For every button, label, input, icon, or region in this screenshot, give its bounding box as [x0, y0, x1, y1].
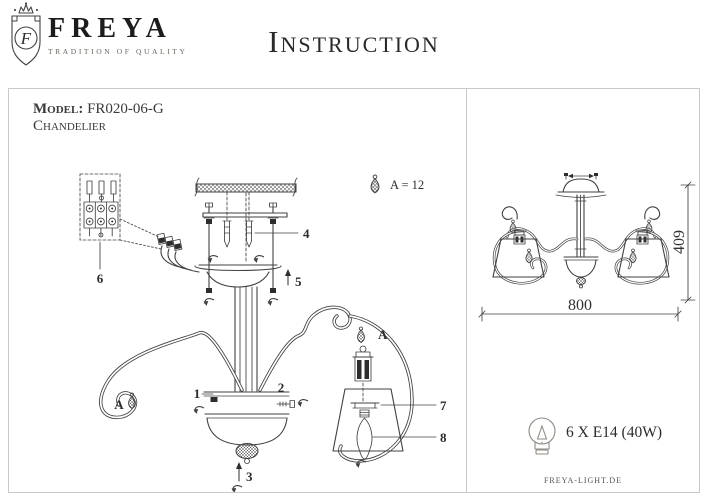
center-stem — [575, 195, 586, 257]
crystal-drop-icon — [630, 249, 636, 263]
assembly-panel — [8, 88, 468, 493]
assembly-diagram — [9, 89, 467, 492]
dimension-diagram — [467, 89, 699, 492]
rotate-arrow-icon — [232, 486, 243, 492]
page-title: Instruction — [268, 24, 440, 59]
lamp-socket — [353, 346, 373, 401]
crystal-count-note — [371, 175, 424, 193]
socket — [637, 231, 648, 244]
wall-anchors — [223, 192, 253, 247]
side-screw — [277, 401, 295, 408]
rotate-arrow-icon — [204, 299, 215, 306]
model-label: Model: — [33, 101, 84, 117]
canopy — [556, 173, 606, 197]
width-dimension — [479, 297, 681, 321]
glass-bowl — [205, 414, 289, 445]
right-arm — [260, 307, 447, 468]
wire-connectors — [157, 233, 199, 272]
part-label-8: 8 — [440, 430, 447, 445]
rotate-arrow-icon — [194, 407, 205, 414]
lamp-shade — [333, 389, 403, 451]
brand-name: FREYA — [48, 13, 172, 44]
left-arm — [101, 333, 242, 418]
part-label-5: 5 — [295, 274, 302, 289]
model-value: FR020-06-G — [87, 101, 164, 117]
height-value: 409 — [671, 230, 688, 254]
part-label-4: 4 — [303, 226, 310, 241]
right-arm — [585, 207, 669, 283]
bulb-spec — [529, 418, 662, 454]
socket — [514, 231, 525, 244]
logo-crown-icon — [14, 3, 38, 14]
crystal-label-left: A — [114, 397, 124, 412]
crystal-drop-icon — [358, 327, 365, 343]
brand-tagline: TRADITION OF QUALITY — [48, 47, 188, 56]
rotate-arrow-icon — [254, 256, 265, 263]
dimensions-panel — [466, 88, 700, 493]
bottom-plate — [194, 380, 309, 414]
part-label-2: 2 — [277, 380, 285, 395]
part-label-7: 7 — [440, 398, 447, 413]
finial — [232, 444, 259, 493]
product-type: Chandelier — [33, 118, 106, 134]
bulb-spec-text: 6 X E14 (40W) — [566, 424, 662, 441]
crystal-drop-icon — [371, 175, 379, 193]
rotate-arrow-icon — [298, 400, 309, 407]
part-label-6: 6 — [96, 271, 104, 286]
width-value: 800 — [568, 297, 592, 314]
bulb — [357, 410, 372, 459]
logo-letter: F — [20, 29, 32, 48]
terminal-block-detail — [80, 174, 161, 286]
mounting-bracket — [203, 192, 310, 263]
bulb-icon — [529, 418, 555, 454]
crystal-label-right: A — [378, 327, 388, 342]
chandelier-front-view — [493, 173, 669, 288]
crystal-drop-icon — [526, 249, 532, 263]
left-arm — [493, 207, 577, 283]
part-label-3: 3 — [246, 469, 253, 484]
website-text: FREYA-LIGHT.DE — [543, 476, 623, 485]
canopy — [195, 265, 281, 287]
part-label-1: 1 — [193, 386, 201, 401]
crystal-count-text: A = 12 — [390, 178, 425, 192]
rotate-arrow-icon — [268, 299, 279, 306]
center-bowl — [564, 257, 598, 288]
height-dimension — [671, 182, 695, 303]
center-column — [235, 287, 257, 391]
canopy-up-arrow — [285, 269, 302, 289]
